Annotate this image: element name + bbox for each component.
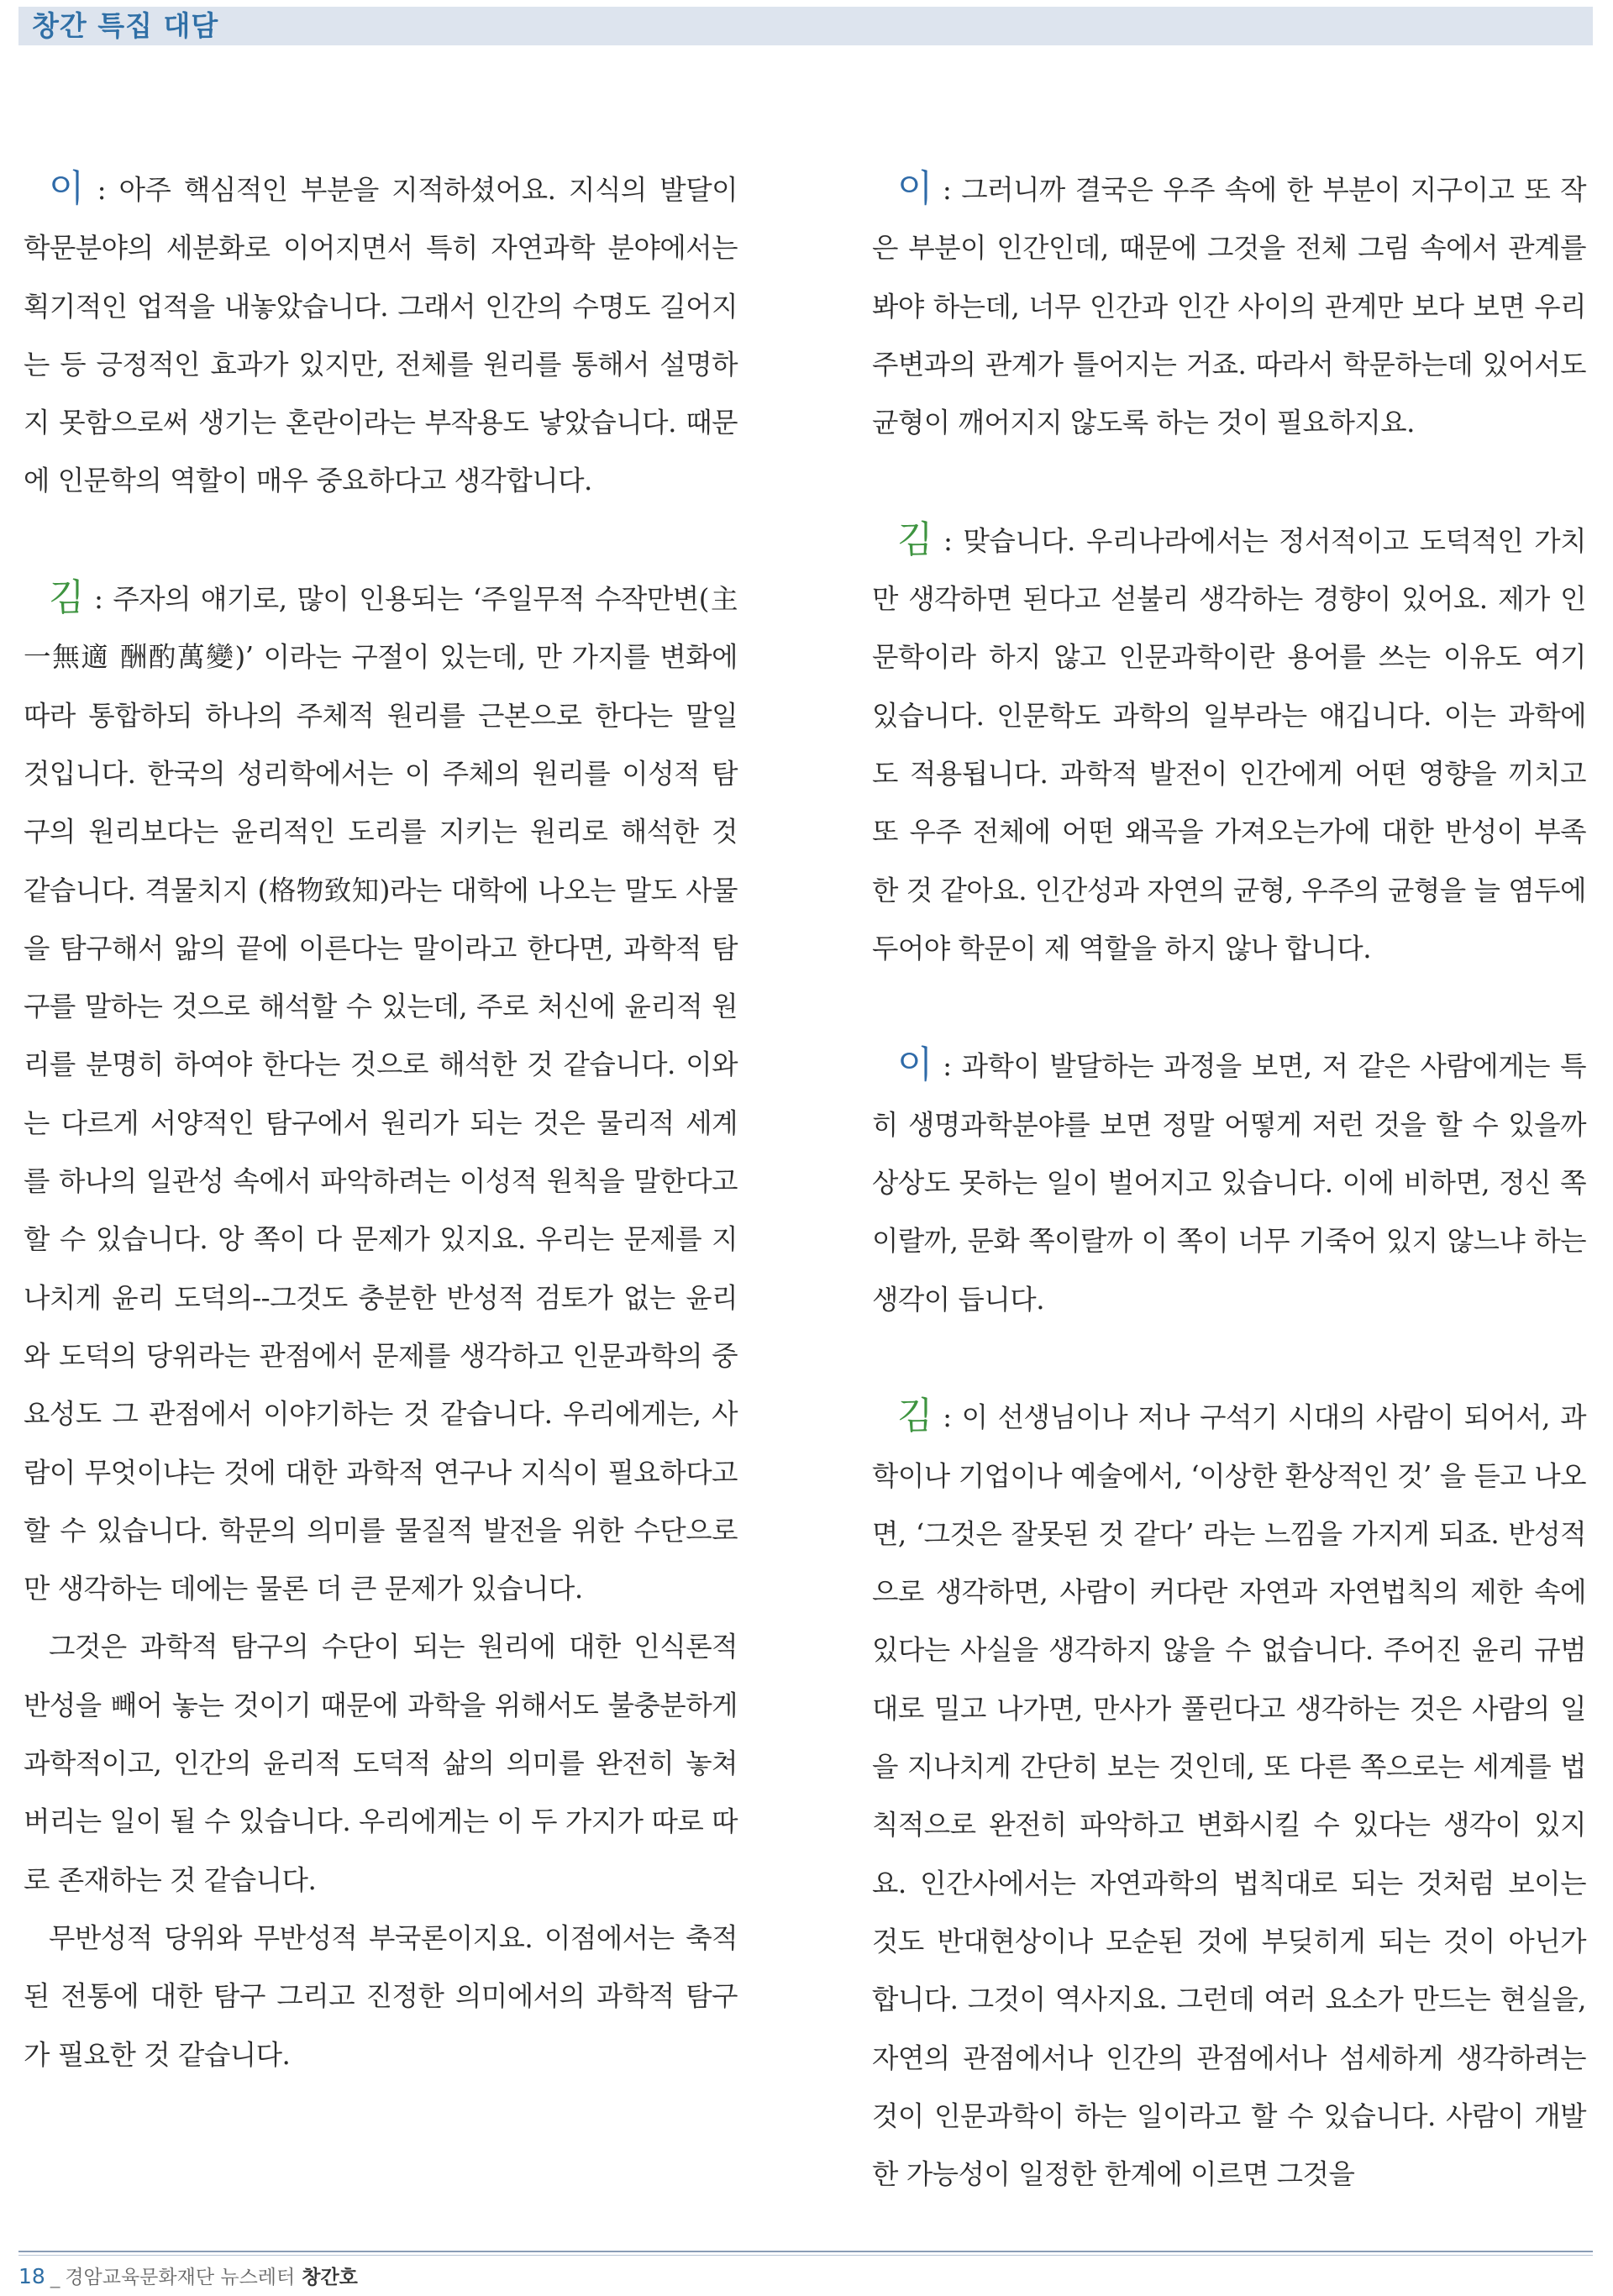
footer-rule-thin bbox=[18, 2255, 1593, 2256]
paragraph-text: : 아주 핵심적인 부분을 지적하셨어요. 지식의 발달이 학문분야의 세분화로 이어지면서 특히 자연과학 분야에서는 획기적인 업적을 내놓았습니다. 그래서 인간의 수명도 길어지는 등 긍정적인 효과가 있지만, 전체를 원리를 통해서 설명하지 못함으로써 생기는 혼란이라는 부작용도 낳았습니다. 때문에 인문학의 역할이 매우 중요하다고 생각합니다. bbox=[24, 174, 738, 497]
section-title: 창간 특집 대담 bbox=[32, 9, 219, 42]
paragraph-text: : 과학이 발달하는 과정을 보면, 저 같은 사람에게는 특히 생명과학분야를 보면 정말 어떻게 저런 것을 할 수 있을까 상상도 못하는 일이 벌어지고 있습니다. 이에 비하면, 정신 쪽이랄까, 문화 쪽이랄까 이 쪽이 너무 기죽어 있지 않느냐 하는 생각이 듭니다. bbox=[872, 1050, 1586, 1316]
paragraph-kim-3 bbox=[872, 1387, 1586, 2204]
footer bbox=[18, 2262, 358, 2292]
paragraph-continued-2: 무반성적 당위와 무반성적 부국론이지요. 이점에서는 축적된 전통에 대한 탐구 그리고 진정한 의미에서의 과학적 탐구가 필요한 것 같습니다. bbox=[24, 1921, 738, 2071]
paragraph-lee-1 bbox=[24, 160, 738, 511]
header-band bbox=[18, 7, 1593, 45]
paragraph-text: : 이 선생님이나 저나 구석기 시대의 사람이 되어서, 과학이나 기업이나 예술에서, ‘이상한 환상적인 것’ 을 듣고 나오면, ‘그것은 잘못된 것 같다’ 라는 느낌을 가지게 되죠. 반성적으로 생각하면, 사람이 커다란 자연과 자연법칙의 제한 속에 있다는 사실을 생각하지 않을 수 없습니다. 주어진 윤리 규범대로 밀고 나가면, 만사가 풀린다고 생각하는 것은 사람의 일을 지나치게 간단히 보는 것인데, 또 다른 쪽으로는 세계를 법칙적으로 완전히 파악하고 변화시킬 수 있다는 생각이 있지요. 인간사에서는 자연과학의 법칙대로 되는 것처럼 보이는 것도 반대현상이나 모순된 것에 부딪히게 되는 것이 아닌가 합니다. 그것이 역사지요. 그런데 여러 요소가 만드는 현실을, 자연의 관점에서나 인간의 관점에서나 섬세하게 생각하려는 것이 인문과학이 하는 일이라고 할 수 있습니다. 사람이 개발한 가능성이 일정한 한계에 이르면 그것을 bbox=[872, 1401, 1586, 2191]
left-column bbox=[24, 160, 738, 2084]
paragraph-lee-3 bbox=[872, 1036, 1586, 1328]
paragraph-lee-2 bbox=[872, 160, 1586, 452]
paragraph-kim-2 bbox=[872, 511, 1586, 978]
speaker-kim: 김 bbox=[49, 576, 85, 620]
speaker-lee: 이 bbox=[49, 167, 85, 210]
page-number: 18 bbox=[18, 2264, 45, 2288]
paragraph-continued-1: 그것은 과학적 탐구의 수단이 되는 원리에 대한 인식론적 반성을 빼어 놓는 것이기 때문에 과학을 위해서도 불충분하게 과학적이고, 인간의 윤리적 도덕적 삶의 의미를 완전히 놓쳐 버리는 일이 될 수 있습니다. 우리에게는 이 두 가지가 따로 따로 존재하는 것 같습니다. bbox=[24, 1631, 738, 1896]
footer-separator: _ bbox=[50, 2267, 60, 2288]
speaker-kim: 김 bbox=[897, 1395, 933, 1438]
issue-label: 창간호 bbox=[302, 2267, 358, 2288]
right-column bbox=[872, 160, 1586, 2204]
paragraph-text: : 그러니까 결국은 우주 속에 한 부분이 지구이고 또 작은 부분이 인간인데, 때문에 그것을 전체 그림 속에서 관계를 봐야 하는데, 너무 인간과 인간 사이의 관계만 보다 보면 우리 주변과의 관계가 틀어지는 거죠. 따라서 학문하는데 있어서도 균형이 깨어지지 않도록 하는 것이 필요하지요. bbox=[872, 174, 1586, 439]
speaker-lee: 이 bbox=[897, 167, 933, 210]
paragraph-kim-1 bbox=[24, 569, 738, 1618]
publisher-name: 경암교육문화재단 뉴스레터 bbox=[65, 2267, 296, 2288]
paragraph-text: : 맞습니다. 우리나라에서는 정서적이고 도덕적인 가치만 생각하면 된다고 섣불리 생각하는 경향이 있어요. 제가 인문학이라 하지 않고 인문과학이란 용어를 쓰는 이유도 여기 있습니다. 인문학도 과학의 일부라는 얘깁니다. 이는 과학에도 적용됩니다. 과학적 발전이 인간에게 어떤 영향을 끼치고 또 우주 전체에 어떤 왜곡을 가져오는가에 대한 반성이 부족한 것 같아요. 인간성과 자연의 균형, 우주의 균형을 늘 염두에 두어야 학문이 제 역할을 하지 않나 합니다. bbox=[872, 524, 1586, 964]
speaker-kim: 김 bbox=[897, 518, 933, 561]
paragraph-text: : 주자의 얘기로, 많이 인용되는 ‘주일무적 수작만변(主一無適 酬酌萬變)’ 이라는 구절이 있는데, 만 가지를 변화에 따라 통합하되 하나의 주체적 원리를 근본으로 한다는 말일 것입니다. 한국의 성리학에서는 이 주체의 원리를 이성적 탐구의 원리보다는 윤리적인 도리를 지키는 원리로 해석한 것 같습니다. 격물치지 (格物致知)라는 대학에 나오는 말도 사물을 탐구해서 앎의 끝에 이른다는 말이라고 한다면, 과학적 탐구를 말하는 것으로 해석할 수 있는데, 주로 처신에 윤리적 원리를 분명히 하여야 한다는 것으로 해석한 것 같습니다. 이와는 다르게 서양적인 탐구에서 원리가 되는 것은 물리적 세계를 하나의 일관성 속에서 파악하려는 이성적 원칙을 말한다고 할 수 있습니다. 앙 쪽이 다 문제가 있지요. 우리는 문제를 지나치게 윤리 도덕의--그것도 충분한 반성적 검토가 없는 윤리와 도덕의 당위라는 관점에서 문제를 생각하고 인문과학의 중요성도 그 관점에서 이야기하는 것 같습니다. 우리에게는, 사람이 무엇이냐는 것에 대한 과학적 연구나 지식이 필요하다고 할 수 있습니다. 학문의 의미를 물질적 발전을 위한 수단으로만 생각하는 데에는 물론 더 큰 문제가 있습니다. bbox=[24, 583, 738, 1605]
footer-rule bbox=[18, 2251, 1593, 2252]
speaker-lee: 이 bbox=[897, 1043, 933, 1087]
